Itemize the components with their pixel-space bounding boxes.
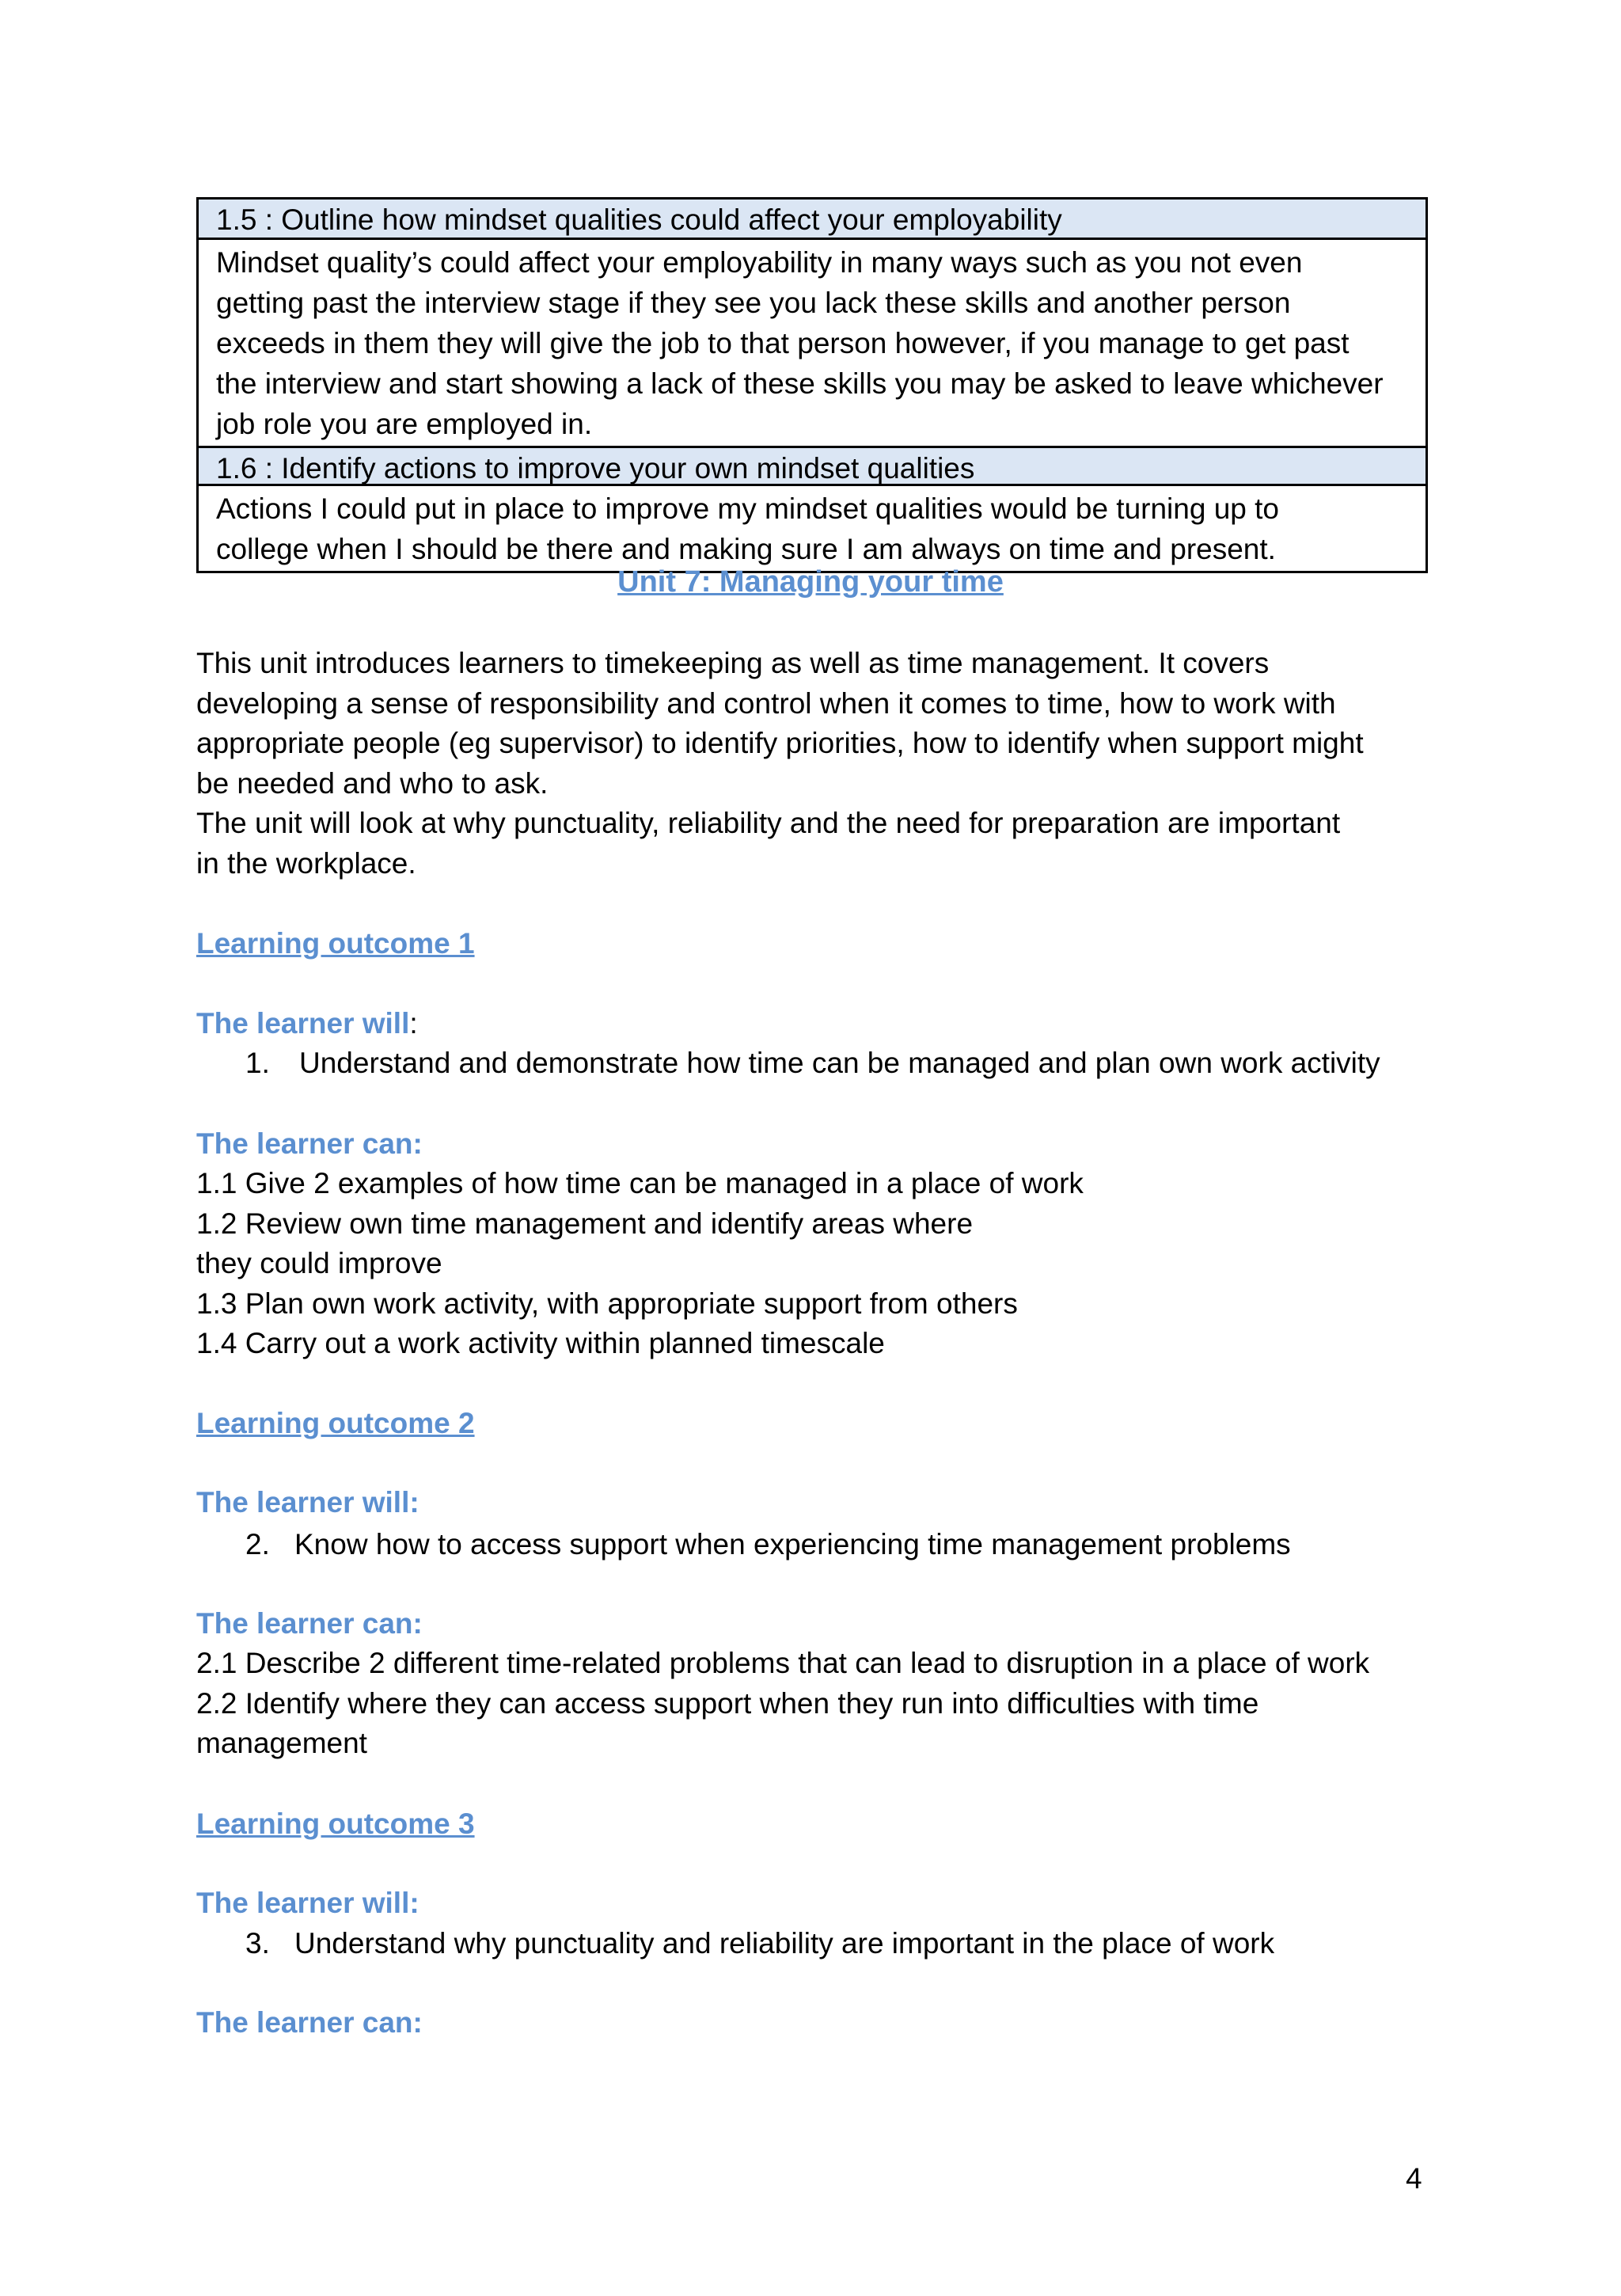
learner-will-item <box>245 1924 1274 1963</box>
answer-line: the interview and start showing a lack of these skills you may be asked to leave whichever <box>216 367 1384 400</box>
criteria-line: 2.2 Identify where they can access support when they run into difficulties with time <box>196 1686 1259 1720</box>
item-number: 3. <box>245 1927 270 1960</box>
unit-intro <box>196 644 1431 884</box>
answer-line: exceeds in them they will give the job to that person however, if you manage to get past <box>216 327 1350 359</box>
learning-outcome-3-heading: Learning outcome 3 <box>196 1808 475 1840</box>
criteria-line: 2.1 Describe 2 different time-related problems that can lead to disruption in a place of work <box>196 1647 1370 1679</box>
learner-will-label: The learner will: <box>196 1887 419 1919</box>
learner-can-label: The learner can: <box>196 1607 423 1640</box>
intro-line: appropriate people (eg supervisor) to identify priorities, how to identify when support might <box>196 727 1364 759</box>
learning-outcome-1-heading: Learning outcome 1 <box>196 927 475 960</box>
learner-will-item <box>245 1043 1380 1083</box>
answer-line: Actions I could put in place to improve my mindset qualities would be turning up to <box>216 492 1280 525</box>
learner-can-list <box>196 1644 1431 1764</box>
learner-can-list <box>196 1164 1431 1364</box>
answer-line: college when I should be there and making sure I am always on time and present. <box>216 533 1276 565</box>
item-text: Understand why punctuality and reliability are important in the place of work <box>294 1927 1275 1960</box>
item-text: Understand and demonstrate how time can be managed and plan own work activity <box>299 1047 1380 1079</box>
criteria-line: 1.4 Carry out a work activity within planned timescale <box>196 1327 885 1359</box>
learner-can-label: The learner can: <box>196 1127 423 1160</box>
intro-line: developing a sense of responsibility and control when it comes to time, how to work with <box>196 686 1336 720</box>
unit-title: Unit 7: Managing your time <box>617 565 1004 599</box>
intro-line: in the workplace. <box>196 846 416 880</box>
table-header-1-5: 1.5 : Outline how mindset qualities could affect your employability <box>199 200 1425 240</box>
question-table <box>196 197 1428 573</box>
learner-will-item <box>245 1525 1291 1564</box>
learner-will-label <box>196 1004 418 1043</box>
page-number: 4 <box>1406 2162 1422 2195</box>
intro-line: This unit introduces learners to timekeeping as well as time management. It covers <box>196 647 1270 679</box>
criteria-line: management <box>196 1727 367 1759</box>
learning-outcome-2-heading: Learning outcome 2 <box>196 1407 475 1439</box>
learner-will-text: The learner will <box>196 1007 410 1040</box>
learner-will-label: The learner will: <box>196 1486 419 1519</box>
intro-line: The unit will look at why punctuality, reliability and the need for preparation are important <box>196 807 1341 839</box>
item-number: 1. <box>245 1047 270 1079</box>
criteria-line: 1.1 Give 2 examples of how time can be managed in a place of work <box>196 1167 1084 1199</box>
criteria-line: they could improve <box>196 1247 442 1279</box>
table-answer-1-5 <box>199 240 1425 446</box>
item-text: Know how to access support when experiencing time management problems <box>294 1528 1291 1560</box>
learner-will-colon: : <box>409 1007 418 1040</box>
intro-line: be needed and who to ask. <box>196 766 549 800</box>
item-number: 2. <box>245 1528 270 1560</box>
answer-line: getting past the interview stage if they see you lack these skills and another person <box>216 287 1291 319</box>
table-answer-1-6 <box>199 486 1425 571</box>
learner-can-label: The learner can: <box>196 2006 423 2039</box>
answer-line: Mindset quality’s could affect your employability in many ways such as you not even <box>216 246 1303 279</box>
table-header-1-6: 1.6 : Identify actions to improve your own mindset qualities <box>199 446 1425 486</box>
criteria-line: 1.3 Plan own work activity, with appropriate support from others <box>196 1287 1018 1320</box>
answer-line: job role you are employed in. <box>216 408 593 440</box>
criteria-line: 1.2 Review own time management and identify areas where <box>196 1207 974 1240</box>
